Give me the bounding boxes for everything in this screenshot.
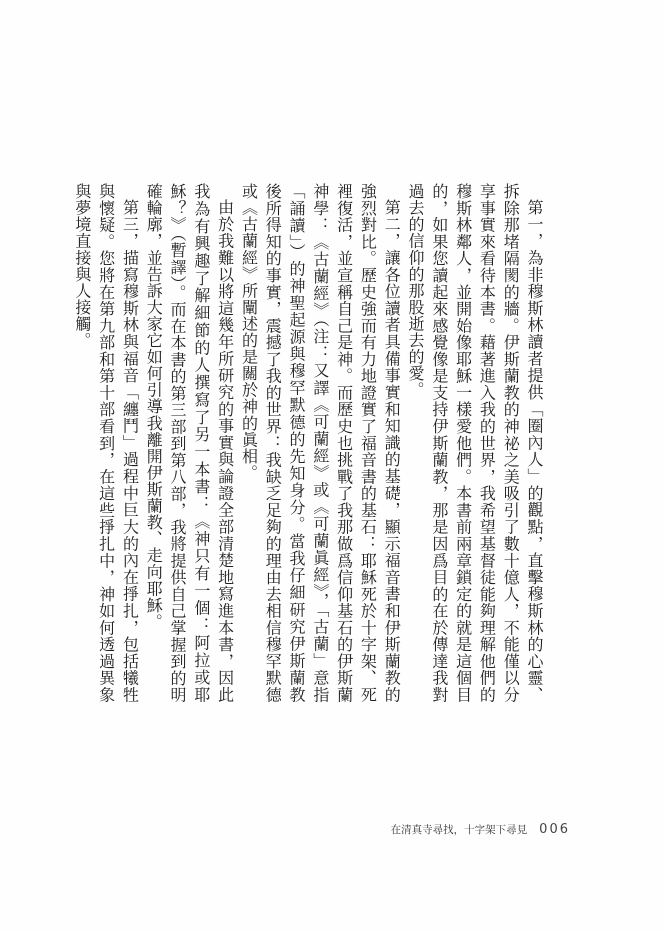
page-footer bbox=[391, 822, 570, 837]
paragraph-research-note: 由於我難以將這幾年所研究的事實與論證全部清楚地寫進本書，因此我為有興趣了解細節的人撰寫了另一本書：《神只有一個：阿拉或耶穌？》（暫譯）。而在本書的第三部到第八部，我將提供自己掌握到的明確輪廓，並告訴大家它如何引導我離開伊斯蘭教、走向耶穌。 bbox=[144, 183, 235, 703]
paragraph-second-purpose: 第二，讓各位讀者具備事實和知識的基礎，顯示福音書和伊斯蘭教的強烈對比。歷史強而有力地證實了福音書的基石：耶穌死於十字架、死裡復活，並宣稱自己是神。而歷史也挑戰了我那做爲信仰基石的伊斯蘭神學：《古蘭經》（注：又譯《可蘭經》或《可蘭眞經》，「古蘭」意指「誦讀」）的神聖起源與穆罕默德的先知身分。當我仔細研究伊斯蘭教後所得知的事實，震撼了我的世界：我缺乏足夠的理由去相信穆罕默德或《古蘭經》所闡述的是關於神的眞相。 bbox=[239, 183, 402, 703]
page-number: 006 bbox=[539, 822, 570, 837]
paragraph-third-purpose: 第三，描寫穆斯林與福音「纏鬥」過程中巨大的內在掙扎，包括犧牲與懷疑。您將在第九部和第十部看到，在這些掙扎中，神如何透過異象與夢境直接與人接觸。 bbox=[72, 183, 140, 703]
paragraph-first-purpose: 第一，為非穆斯林讀者提供「圈內人」的觀點，直擊穆斯林的心靈、拆除那堵隔閡的牆。伊斯蘭教的神祕之美吸引了數十億人，不能僅以分享事實來看待本書。藉著進入我的世界，我希望基督徒能夠理解他們的穆斯林鄰人，並開始像耶穌一樣愛他們。本書前兩章鎖定的就是這個目的，如果您讀起來感覺像是支持伊斯蘭教，那是因爲目的在於傳達我對過去的信仰的那股逝去的愛。 bbox=[406, 183, 544, 703]
body-text bbox=[72, 183, 546, 703]
running-title: 在清真寺尋找，十字架下尋見 bbox=[390, 824, 528, 836]
